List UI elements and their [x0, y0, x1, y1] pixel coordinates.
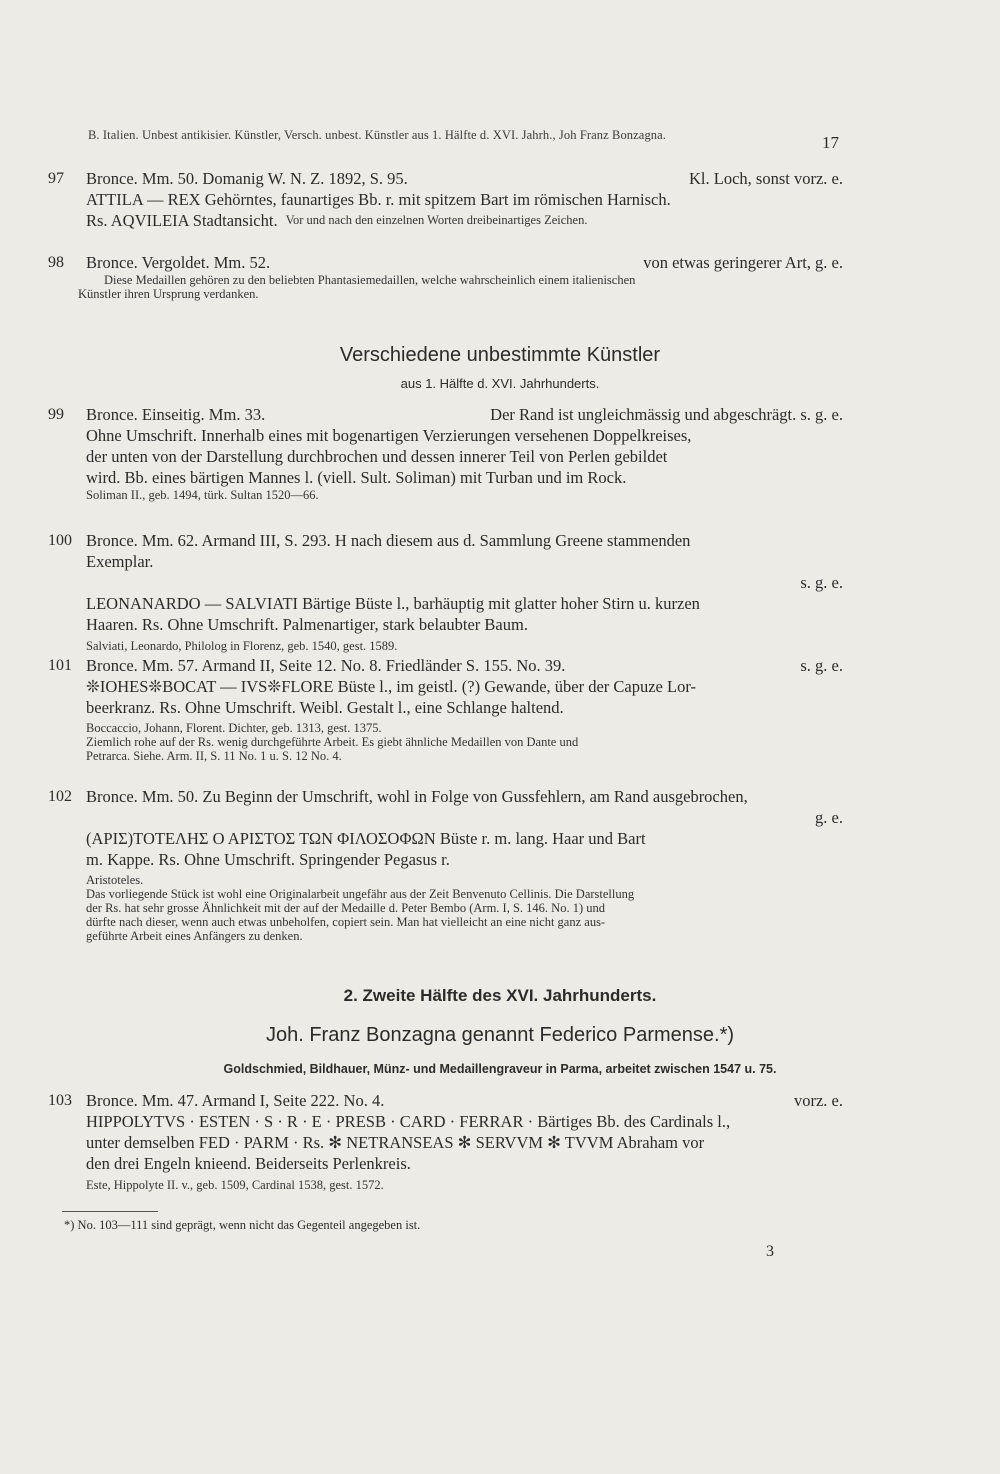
condition-grade: Der Rand ist ungleichmässig und abgeschrägt. s. g. e.: [490, 405, 843, 424]
entry-note: geführte Arbeit eines Anfängers zu denken.: [86, 929, 303, 943]
entry-line: [86, 551, 843, 572]
obverse-description: (ΑΡΙΣ)ΤΟΤΕΛΗΣ Ο ΑΡΙΣΤΟΣ ΤΩΝ ΦΙΛΟΣΟΦΩΝ Büste r. m. lang. Haar und Bart: [86, 829, 646, 848]
condition-grade: Kl. Loch, sonst vorz. e.: [689, 169, 843, 188]
entry-number: 98: [48, 254, 64, 271]
artist-heading: Joh. Franz Bonzagna genannt Federico Parmense.*): [265, 1024, 735, 1046]
reverse-description: beerkranz. Rs. Ohne Umschrift. Weibl. Gestalt l., eine Schlange haltend.: [86, 698, 564, 717]
entry-line: [86, 210, 843, 231]
entry-line: [86, 467, 843, 488]
entry-note: Salviati, Leonardo, Philolog in Florenz, geb. 1540, gest. 1589.: [86, 639, 398, 653]
entry-number: 100: [48, 532, 72, 549]
section-title: Verschiedene unbestimmte Künstler: [339, 344, 661, 366]
obverse-description: HIPPOLYTVS · ESTEN · S · R · E · PRESB · CARD · FERRAR · Bärtiges Bb. des Cardinals l.,: [86, 1112, 731, 1131]
reverse-description: m. Kappe. Rs. Ohne Umschrift. Springender Pegasus r.: [86, 850, 450, 869]
entry-description: Bronce. Einseitig. Mm. 33.: [86, 405, 266, 424]
condition-grade: von etwas geringerer Art, g. e.: [643, 253, 843, 272]
description-text: Ohne Umschrift. Innerhalb eines mit bogenartigen Verzierungen versehenen Doppelkreises,: [86, 426, 692, 445]
entry-line: [86, 425, 843, 446]
entry-line: [86, 530, 843, 551]
entry-description: Bronce. Mm. 57. Armand II, Seite 12. No. 8. Friedländer S. 155. No. 39.: [86, 656, 566, 675]
entry-line: [86, 1132, 843, 1153]
entry-description: Bronce. Vergoldet. Mm. 52.: [86, 253, 271, 272]
entry-note: Das vorliegende Stück ist wohl eine Originalarbeit ungefähr aus der Zeit Benvenuto Cellinis. Die Darstellung: [86, 887, 635, 901]
entry-note: Soliman II., geb. 1494, türk. Sultan 1520—66.: [86, 488, 319, 502]
entry-number: 101: [48, 657, 72, 674]
section-subtitle: aus 1. Hälfte d. XVI. Jahrhunderts.: [400, 376, 600, 391]
entry-line: [86, 404, 843, 425]
entry-description: Bronce. Mm. 50. Zu Beginn der Umschrift, wohl in Folge von Gussfehlern, am Rand ausgebrochen,: [86, 787, 748, 806]
condition-grade: g. e.: [815, 808, 843, 827]
part-heading: 2. Zweite Hälfte des XVI. Jahrhunderts.: [343, 986, 657, 1005]
entry-line: [86, 593, 843, 614]
entry-line: [86, 1111, 843, 1132]
entry-line: [86, 655, 843, 676]
description-text: den drei Engeln knieend. Beiderseits Perlenkreis.: [86, 1154, 411, 1173]
signature-number: 3: [766, 1243, 774, 1260]
running-header: B. Italien. Unbest antikisier. Künstler, Versch. unbest. Künstler aus 1. Hälfte d. XVI. Jahrh., Joh Franz Bonzagna.: [88, 128, 667, 142]
entry-note: dürfte nach dieser, wenn auch etwas unbeholfen, copiert sein. Man hat vielleicht an eine nicht ganz aus-: [86, 915, 606, 929]
entry-number: 97: [48, 170, 64, 187]
obverse-description: LEONANARDO — SALVIATI Bärtige Büste l., barhäuptig mit glatter hoher Stirn u. kurzen: [86, 594, 700, 613]
artist-description: Goldschmied, Bildhauer, Münz- und Medaillengraveur in Parma, arbeitet zwischen 1547 u. 75.: [223, 1062, 777, 1076]
entry-description: Bronce. Mm. 62. Armand III, S. 293. H nach diesem aus d. Sammlung Greene stammenden: [86, 531, 691, 550]
entry-line: [86, 1153, 843, 1174]
footnote-rule: [62, 1211, 158, 1212]
entry-description: Bronce. Mm. 50. Domanig W. N. Z. 1892, S. 95.: [86, 169, 408, 188]
reverse-note: Vor und nach den einzelnen Worten dreibeinartiges Zeichen.: [285, 213, 588, 227]
entry-note: Este, Hippolyte II. v., geb. 1509, Cardinal 1538, gest. 1572.: [86, 1178, 384, 1192]
description-text: Exemplar.: [86, 552, 154, 571]
obverse-description: ❊IOHES❊BOCAT — IVS❊FLORE Büste l., im geistl. (?) Gewande, über der Capuze Lor-: [86, 677, 696, 696]
entry-description: Bronce. Mm. 47. Armand I, Seite 222. No. 4.: [86, 1091, 385, 1110]
entry-line: [86, 828, 843, 849]
entry-line: [86, 168, 843, 189]
footnote: *) No. 103—111 sind geprägt, wenn nicht das Gegenteil angegeben ist.: [64, 1218, 421, 1232]
entry-line: [86, 697, 843, 718]
entry-number: 102: [48, 788, 72, 805]
entry-note: Boccaccio, Johann, Florent. Dichter, geb. 1313, gest. 1375.: [86, 721, 382, 735]
entry-note: Künstler ihren Ursprung verdanken.: [78, 287, 259, 301]
entry-line: [86, 614, 843, 635]
condition-grade: s. g. e.: [800, 656, 843, 675]
condition-grade: vorz. e.: [793, 1091, 843, 1110]
obverse-description: ATTILA — REX Gehörntes, faunartiges Bb. r. mit spitzem Bart im römischen Harnisch.: [86, 190, 671, 209]
entry-note: Petrarca. Siehe. Arm. II, S. 11 No. 1 u. S. 12 No. 4.: [86, 749, 342, 763]
entry-line: [86, 446, 843, 467]
entry-line: [86, 849, 843, 870]
entry-line: [86, 572, 843, 593]
entry-number: 103: [48, 1092, 72, 1109]
entry-line: [86, 1090, 843, 1111]
entry-number: 99: [48, 406, 64, 423]
entry-line: [86, 786, 843, 807]
entry-note: der Rs. hat sehr grosse Ähnlichkeit mit der auf der Medaille d. Peter Bembo (Arm. I, S. 146. No. 1) und: [86, 901, 605, 915]
entry-note: Diese Medaillen gehören zu den beliebten Phantasiemedaillen, welche wahrscheinlich einem italienischen: [104, 273, 636, 287]
entry-note: Aristoteles.: [86, 873, 144, 887]
description-text: der unten von der Darstellung durchbrochen und dessen innerer Teil von Perlen gebildet: [86, 447, 668, 466]
entry-line: [86, 807, 843, 828]
entry-line: [86, 252, 843, 273]
page-number: 17: [822, 133, 839, 152]
entry-line: [86, 189, 843, 210]
description-text: wird. Bb. eines bärtigen Mannes l. (viell. Sult. Soliman) mit Turban und im Rock.: [86, 468, 627, 487]
reverse-description: unter demselben FED · PARM · Rs. ✻ NETRANSEAS ✻ SERVVM ✻ TVVM Abraham vor: [86, 1133, 705, 1152]
condition-grade: s. g. e.: [800, 573, 843, 592]
reverse-description: Haaren. Rs. Ohne Umschrift. Palmenartiger, stark belaubter Baum.: [86, 615, 528, 634]
entry-line: [86, 676, 843, 697]
entry-note: Ziemlich rohe auf der Rs. wenig durchgeführte Arbeit. Es giebt ähnliche Medaillen von Dante und: [86, 735, 579, 749]
reverse-description: Rs. AQVILEIA Stadtansicht.: [86, 211, 278, 230]
